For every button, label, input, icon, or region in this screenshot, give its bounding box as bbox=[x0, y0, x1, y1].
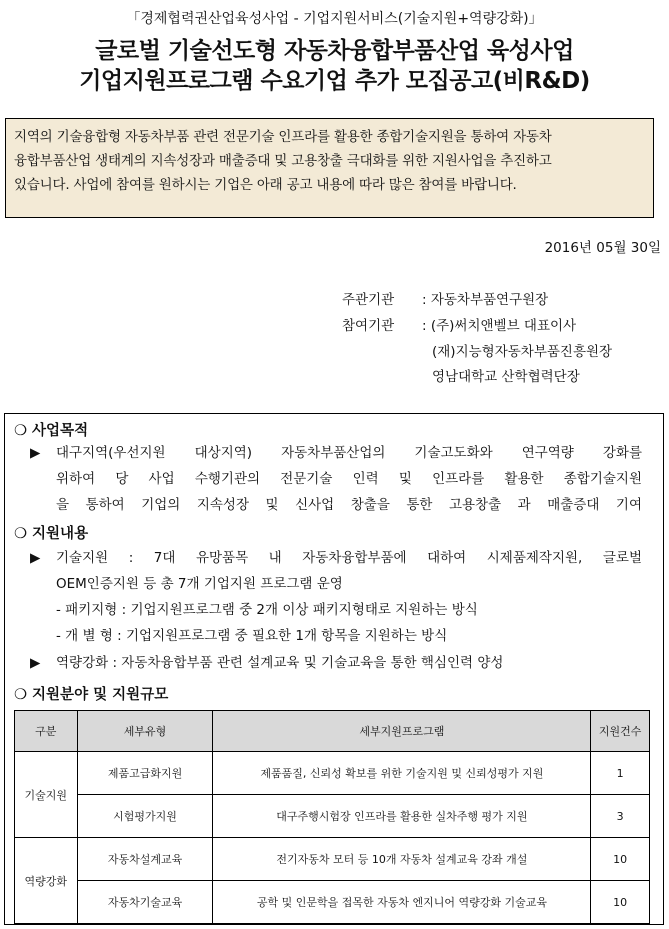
program-cell: 공학 및 인문학을 접목한 자동차 엔지니어 역량강화 기술교육 bbox=[213, 881, 591, 924]
table-row bbox=[15, 752, 650, 795]
type-cell: 자동차기술교육 bbox=[77, 881, 213, 924]
table-header-cell: 세부유형 bbox=[77, 711, 213, 752]
participant-label: 참여기관 bbox=[342, 318, 395, 334]
section-heading-purpose: ❍ 사업목적 bbox=[14, 423, 89, 439]
host-organization bbox=[342, 288, 548, 308]
document-tagline: 「경제협력권산업육성사업 - 기업지원서비스(기술지원+역량강화)」 bbox=[126, 11, 543, 27]
participant-value: (재)지능형자동차부품진흥원장 bbox=[432, 344, 613, 360]
package-type-text: - 패키지형 : 기업지원프로그램 중 2개 이상 패키지형태로 지원하는 방식 bbox=[56, 602, 478, 618]
intro-line: 지역의 기술융합형 자동차부품 관련 전문기술 인프라를 활용한 종합기술지원을 통하여 자동차 bbox=[14, 129, 552, 145]
count-cell: 10 bbox=[591, 881, 650, 924]
announcement-date: 2016년 05월 30일 bbox=[544, 240, 661, 256]
table-header-cell: 세부지원프로그램 bbox=[213, 711, 591, 752]
capacity-bullet-line bbox=[30, 650, 645, 676]
individual-type-text: - 개 별 형 : 기업지원프로그램 중 필요한 1개 항목을 지원하는 방식 bbox=[56, 628, 448, 644]
category-cell: 기술지원 bbox=[15, 752, 78, 838]
table-header-cell: 지원건수 bbox=[591, 711, 650, 752]
type-cell: 시험평가지원 bbox=[77, 795, 213, 838]
tech-support-text: 기술지원 : 7대 유망품목 내 자동차융합부품에 대하여 시제품제작지원, 글로벌 bbox=[56, 550, 642, 566]
program-cell: 대구주행시험장 인프라를 활용한 실차주행 평가 지원 bbox=[213, 795, 591, 838]
document-title-line1: 글로벌 기술선도형 자동차융합부품산업 육성사업 bbox=[95, 38, 574, 64]
table-row bbox=[15, 795, 650, 838]
triangle-bullet-icon: ▶ bbox=[30, 445, 41, 461]
intro-box bbox=[5, 118, 654, 218]
participant-organization bbox=[342, 314, 576, 334]
document-title-line2: 기업지원프로그램 수요기업 추가 모집공고(비R&D) bbox=[79, 68, 590, 94]
purpose-text-cont: 위하여 당 사업 수행기관의 전문기술 인력 및 인프라를 활용한 종합기술지원 bbox=[56, 471, 642, 487]
support-scope-table-wrap bbox=[14, 710, 650, 924]
participant-value: 영남대학교 산학협력단장 bbox=[432, 369, 580, 385]
support-scope-table bbox=[14, 710, 650, 924]
table-header-row bbox=[15, 711, 650, 752]
capacity-text: 역량강화 : 자동차융합부품 관련 설계교육 및 기술교육을 통한 핵심인력 양성 bbox=[56, 655, 504, 671]
triangle-bullet-icon: ▶ bbox=[30, 550, 41, 566]
participant-value: : (주)써치앤벨브 대표이사 bbox=[422, 318, 577, 334]
purpose-bullet-line bbox=[30, 440, 645, 466]
table-header-cell: 구분 bbox=[15, 711, 78, 752]
type-cell: 제품고급화지원 bbox=[77, 752, 213, 795]
category-cell: 역량강화 bbox=[15, 838, 78, 924]
host-value: : 자동차부품연구원장 bbox=[422, 292, 549, 308]
type-cell: 자동차설계교육 bbox=[77, 838, 213, 881]
program-cell: 전기자동차 모터 등 10개 자동차 설계교육 강좌 개설 bbox=[213, 838, 591, 881]
table-row bbox=[15, 881, 650, 924]
host-label: 주관기관 bbox=[342, 292, 395, 308]
count-cell: 1 bbox=[591, 752, 650, 795]
program-cell: 제품품질, 신뢰성 확보를 위한 기술지원 및 신뢰성평가 지원 bbox=[213, 752, 591, 795]
tech-support-text-cont: OEM인증지원 등 총 7개 기업지원 프로그램 운영 bbox=[56, 576, 343, 592]
count-cell: 10 bbox=[591, 838, 650, 881]
table-row bbox=[15, 838, 650, 881]
count-cell: 3 bbox=[591, 795, 650, 838]
triangle-bullet-icon: ▶ bbox=[30, 655, 41, 671]
intro-line: 융합부품산업 생태계의 지속성장과 매출증대 및 고용창출 극대화를 위한 지원사업을 추진하고 bbox=[14, 153, 552, 169]
intro-line: 있습니다. 사업에 참여를 원하시는 기업은 아래 공고 내용에 따라 많은 참여를 바랍니다. bbox=[14, 177, 517, 193]
purpose-text-cont: 을 통하여 기업의 지속성장 및 신사업 창출을 통한 고용창출 과 매출증대 기여 bbox=[56, 497, 642, 513]
section-heading-content: ❍ 지원내용 bbox=[14, 526, 89, 542]
purpose-text: 대구지역(우선지원 대상지역) 자동차부품산업의 기술고도화와 연구역량 강화를 bbox=[56, 445, 642, 461]
tech-support-bullet-line bbox=[30, 545, 645, 571]
section-heading-scope: ❍ 지원분야 및 지원규모 bbox=[14, 687, 169, 703]
